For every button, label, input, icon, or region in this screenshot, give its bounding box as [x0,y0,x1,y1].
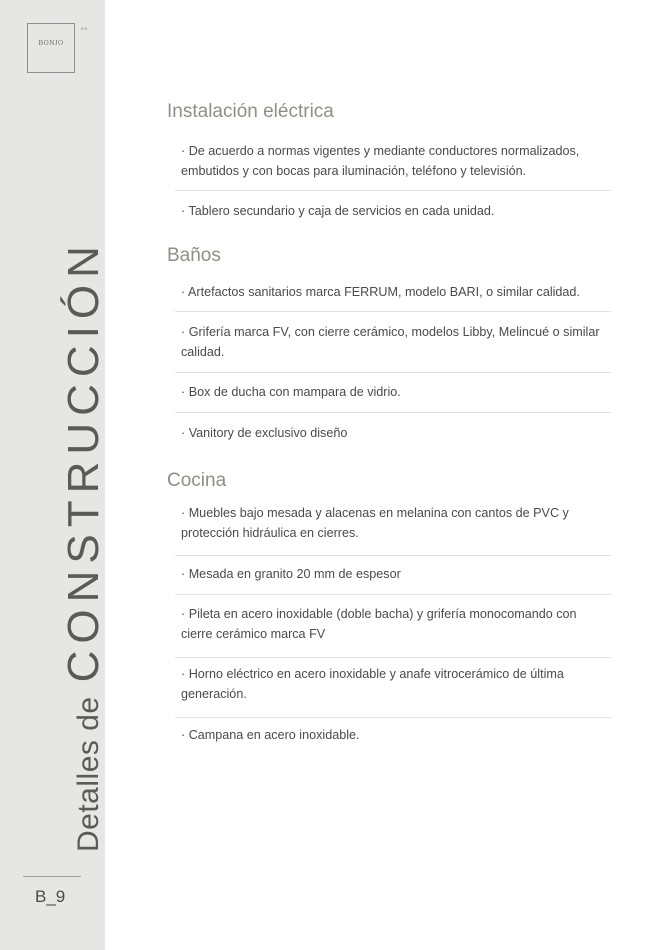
list-item: · Campana en acero inoxidable. [181,728,360,742]
item-divider [175,412,611,413]
vertical-title [59,239,108,852]
list-item: · Tablero secundario y caja de servicios en cada unidad. [181,204,495,218]
item-divider [175,594,611,595]
brand-name: BONJO [32,38,70,48]
page-number: B_9 [35,887,66,906]
item-divider [175,717,611,718]
list-item: · Pileta en acero inoxidable (doble bacha) y grifería monocomando con cierre cerámico marca FV [181,607,577,641]
item-divider [175,555,611,556]
section-title-cocina: Cocina [167,470,227,491]
item-divider [175,372,611,373]
vertical-title-small: Detalles de [72,696,105,852]
brand-logo [27,23,75,73]
item-divider [175,190,611,191]
item-divider [175,311,611,312]
page-number-divider [23,876,81,877]
list-item: · Grifería marca FV, con cierre cerámico, modelos Libby, Melincué o similar calidad. [181,325,600,359]
list-item: · Artefactos sanitarios marca FERRUM, modelo BARI, o similar calidad. [181,285,580,299]
list-item: · Vanitory de exclusivo diseño [181,426,348,440]
list-item: · Mesada en granito 20 mm de espesor [181,567,401,581]
vertical-title-big: CONSTRUCCIÓN [59,239,108,683]
list-item: · Muebles bajo mesada y alacenas en melanina con cantos de PVC y protección hidráulica en cierres. [181,506,569,540]
section-title-banos: Baños [167,245,221,266]
brand-suffix: S.A. [81,26,89,31]
item-divider [175,657,611,658]
list-item: · De acuerdo a normas vigentes y mediante conductores normalizados, embutidos y con bocas para iluminación, teléfono y televisión. [181,144,580,178]
section-title-electrica: Instalación eléctrica [167,101,334,122]
list-item: · Horno eléctrico en acero inoxidable y anafe vitrocerámico de última generación. [181,667,564,701]
sidebar [0,0,108,950]
list-item: · Box de ducha con mampara de vidrio. [181,385,401,399]
